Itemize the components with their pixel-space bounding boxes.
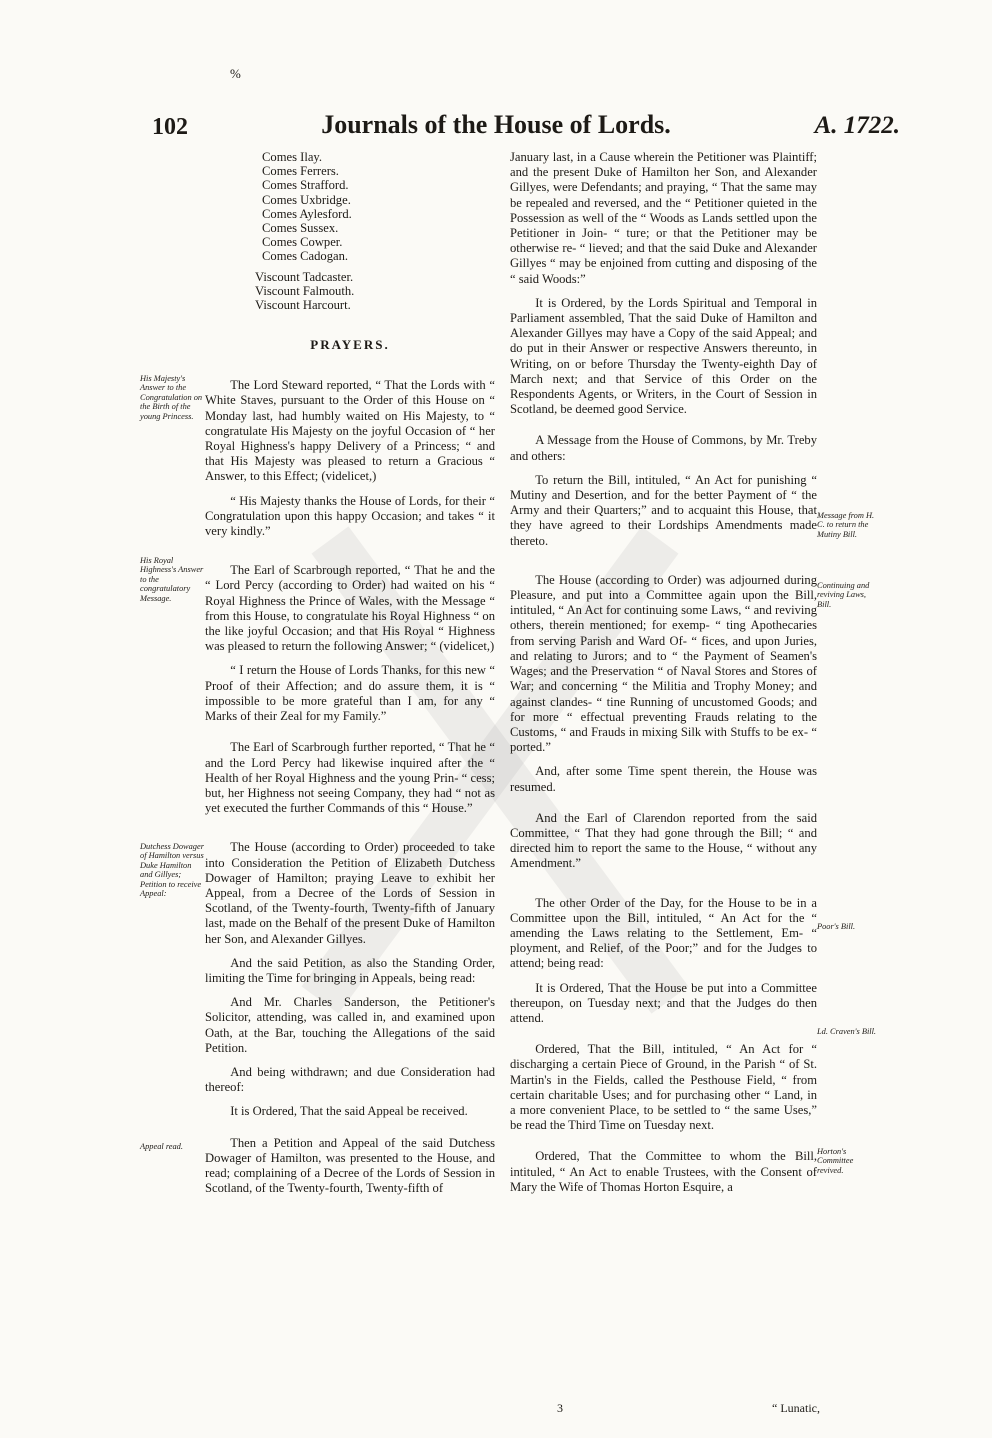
paragraph: The House (according to Order) proceeded to take into Consideration the Petition of Elizabeth Dutchess Dowager of Hamilton; praying Leave to exhibit her Appeal, from a Decree of the Lords of Session in Scotland, of the Twenty-fourth, Twenty-fifth of January last, made on the Behalf of the present Duke of Hamilton her Son, and Alexander Gillyes.	[205, 840, 495, 946]
margin-note: His Royal Highness's Answer to the congratulatory Message.	[140, 556, 204, 603]
paragraph: The Lord Steward reported, “ That the Lords with “ White Staves, pursuant to the Order of this House on “ Monday last, had humbly waited on His Majesty, to “ congratulate His Majesty on the joyful Occasion of “ her Royal Highness's happy Delivery of a Princess; “ and that His Majesty was pleased to return a Gracious “ Answer, to this Effect; (videlicet,)	[205, 378, 495, 484]
paragraph: And Mr. Charles Sanderson, the Petitioner's Solicitor, attending, was called in, and examined upon Oath, at the Bar, touching the Allegations of the said Petition.	[205, 995, 495, 1055]
page-year: A. 1722.	[814, 112, 900, 139]
margin-note: Message from H. C. to return the Mutiny Bill.	[817, 511, 875, 539]
ink-smudge: %	[230, 66, 241, 81]
paragraph: It is Ordered, by the Lords Spiritual and Temporal in Parliament assembled, That the said Duke of Hamilton and Alexander Gillyes may have a Copy of the said Appeal; and do put in their Answer or respective Answers thereunto, in Writing, on or before Thursday the Twenty-eighth Day of March next; and that Service of this Order on the Respondents Agents, or Writers, in the Court of Session in Scotland, be deemed good Service.	[510, 295, 817, 417]
left-column	[205, 150, 495, 1196]
paragraph: January last, in a Cause wherein the Petitioner was Plaintiff; and the present Duke of Hamilton her Son, and Alexander Gillyes, were Defendants; and praying, “ That the same may be repealed and reversed, and the “ Petitioner quieted in the Possession as well of the “ Woods as Lands settled upon the Petitioner in Join- “ ture; or that the Petitioner may be otherwise re- “ lieved; and that the said Duke and Alexander Gillyes “ may be enjoined from cutting and disposing of the “ said Woods:”	[510, 150, 817, 286]
paragraph: The Earl of Scarbrough further reported, “ That he “ and the Lord Percy had likewise inquired after the “ Health of her Royal Highness and the young Prin- “ cess; but, her Highness not seeing Company, they had “ not as yet executed the further Commands of this “ House.”	[205, 740, 495, 816]
paragraph: And the said Petition, as also the Standing Order, limiting the Time for bringing in Appeals, being read:	[205, 955, 495, 985]
peer-name: Comes Ferrers.	[262, 164, 339, 179]
paragraph: And the Earl of Clarendon reported from the said Committee, “ That they had gone through the Bill; “ and directed him to report the same to the House, “ without any Amendment.”	[510, 810, 817, 871]
paragraph: And, after some Time spent therein, the House was resumed.	[510, 764, 817, 794]
margin-note: Ld. Craven's Bill.	[817, 1027, 877, 1036]
peer-name: Comes Aylesford.	[262, 206, 352, 221]
margin-note: His Majesty's Answer to the Congratulation on the Birth of the young Princess.	[140, 374, 203, 421]
paragraph: The House (according to Order) was adjourned during Pleasure, and put into a Committee again upon the Bill, intituled, “ An Act for continuing some Laws, “ and reviving others, therein mentioned; for exemp- “ ting Apothecaries from serving Parish and Ward Of- “ fices, and upon Juries, and relating to Jurors; and to “ the Payment of Seamen's Wages; and the Preservation “ of Naval Stores and Stores of War; and concerning “ the Militia and Trophy Money; and against clandes- “ tine Running of uncustomed Goods; and for more “ effectual preventing Frauds relating to the Customs, “ and Frauds in mixing Silk with Stuffs to be ex- “ ported.”	[510, 572, 817, 755]
viscount-name: Viscount Tadcaster.	[255, 269, 354, 284]
margin-note: Poor's Bill.	[817, 922, 856, 931]
paragraph: It is Ordered, That the House be put into a Committee thereupon, on Tuesday next; and that the Judges do then attend.	[510, 980, 817, 1025]
peer-name: Comes Uxbridge.	[262, 192, 351, 207]
viscount-name: Viscount Harcourt.	[255, 298, 351, 313]
paragraph: To return the Bill, intituled, “ An Act for punishing “ Mutiny and Desertion, and for the better Payment of “ the Army and their Quarters;” and to acquaint this House, that they have agreed to their Lordships Amendments made thereto.	[510, 472, 817, 548]
peer-name: Comes Cowper.	[262, 235, 343, 250]
margin-note: Appeal read.	[140, 1142, 183, 1151]
page-number: 102	[152, 114, 188, 140]
paragraph: “ I return the House of Lords Thanks, for this new “ Proof of their Affection; and do assure them, it is “ impossible to be more grateful than I am, for any “ Marks of their Zeal for my Family.”	[205, 663, 495, 724]
prayers-heading: PRAYERS.	[310, 337, 390, 353]
paragraph: Then a Petition and Appeal of the said Dutchess Dowager of Hamilton, was presented to the House, and read; complaining of a Decree of the Lords of Session in Scotland, of the Twenty-fourth, Twenty-fifth of	[205, 1135, 495, 1196]
page-title: Journals of the House of Lords.	[321, 110, 671, 139]
paragraph: “ His Majesty thanks the House of Lords, for their “ Congratulation upon this happy Occasion; and takes “ it very kindly.”	[205, 493, 495, 539]
signature-mark: 3	[557, 1401, 563, 1415]
margin-note: Continuing and reviving Laws, Bill.	[817, 581, 870, 609]
viscount-name: Viscount Falmouth.	[255, 283, 355, 298]
peer-name: Comes Cadogan.	[262, 249, 349, 264]
paragraph: Ordered, That the Bill, intituled, “ An Act for “ discharging a certain Piece of Ground, in the Parish “ of St. Martin's in the Fields, called the Pesthouse Field, “ from certain charitable Uses; and for purchasing other “ Land, in a more convenient Place, to be settled to “ the same Uses,” be read the Third Time on Tuesday next.	[510, 1042, 817, 1133]
catchword: “ Lunatic,	[772, 1401, 820, 1415]
margin-note: Dutchess Dowager of Hamilton versus Duke Hamilton and Gillyes; Petition to receive Appeal:	[140, 842, 204, 899]
margin-note: Horton's Committee revived.	[817, 1147, 854, 1175]
right-column	[510, 150, 817, 1195]
paragraph: A Message from the House of Commons, by Mr. Treby and others:	[510, 433, 817, 463]
paragraph: The Earl of Scarbrough reported, “ That he and the “ Lord Percy (according to Order) had waited on his “ Royal Highness the Prince of Wales, with the Message “ from this House, to congratulate his Royal Highness “ on the like joyful Occasion; and that His Royal “ Highness was pleased to return the following Answer; “ (videlicet,)	[205, 563, 495, 654]
peer-name: Comes Ilay.	[262, 150, 323, 164]
paragraph: And being withdrawn; and due Consideration had thereof:	[205, 1064, 495, 1095]
paragraph: The other Order of the Day, for the House to be in a Committee upon the Bill, intituled, “ An Act for the “ amending the Laws relating to the Settlement, Em- “ ployment, and Relief, of the Poor;” and for the Judges to attend; being read:	[510, 895, 817, 971]
paragraph: It is Ordered, That the said Appeal be received.	[230, 1104, 468, 1119]
paragraph: Ordered, That the Committee to whom the Bill, intituled, “ An Act to enable Trustees, with the Consent of Mary the Wife of Thomas Horton Esquire, a	[510, 1149, 817, 1194]
peer-name: Comes Sussex.	[262, 221, 339, 236]
peer-name: Comes Strafford.	[262, 178, 349, 193]
